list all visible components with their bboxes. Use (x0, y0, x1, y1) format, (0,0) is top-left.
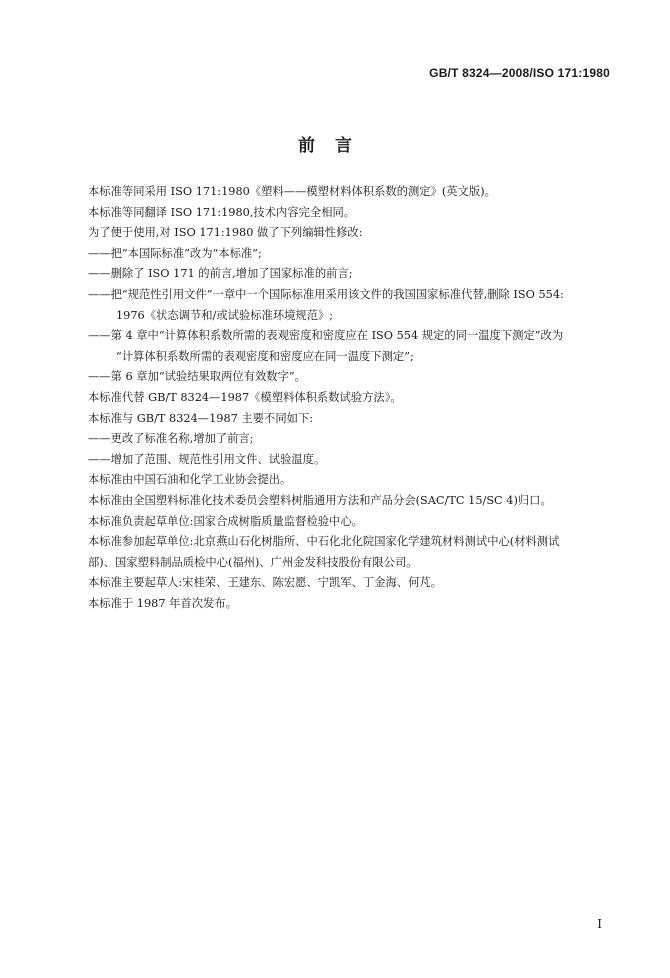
page-number: I (597, 917, 602, 931)
list-item: ——第 6 章加“试验结果取两位有效数字”。 (88, 370, 306, 384)
paragraph: 本标准代替 GB/T 8324—1987《模塑料体积系数试验方法》。 (88, 390, 402, 404)
standard-code-header: GB/T 8324—2008/ISO 171:1980 (429, 66, 610, 80)
list-item: ——把“本国际标准”改为“本标准”; (88, 246, 262, 260)
list-item-continuation: “计算体积系数所需的表观密度和密度应在同一温度下测定”; (116, 349, 414, 363)
list-item: ——增加了范围、规范性引用文件、试验温度。 (88, 452, 326, 466)
paragraph: 本标准于 1987 年首次发布。 (88, 596, 237, 610)
list-item-continuation: 1976《状态调节和/或试验标准环境规范》; (116, 308, 334, 322)
list-item: ——第 4 章中“计算体积系数所需的表观密度和密度应在 ISO 554 规定的同一温度下测定”改为 (88, 329, 564, 343)
paragraph: 本标准负责起草单位:国家合成树脂质量监督检验中心。 (88, 514, 363, 528)
paragraph-continuation: 部)、国家塑料制品质检中心(福州)、广州金发科技股份有限公司。 (88, 555, 418, 569)
paragraph: 本标准由中国石油和化学工业协会提出。 (88, 473, 292, 487)
paragraph: 本标准由全国塑料标准化技术委员会塑料树脂通用方法和产品分会(SAC/TC 15/SC 4)归口。 (88, 493, 552, 507)
paragraph: 本标准等同采用 ISO 171:1980《塑料——模塑材料体积系数的测定》(英文版)。 (88, 185, 496, 198)
foreword-body (88, 182, 614, 614)
paragraph: 本标准主要起草人:宋桂荣、王建东、陈宏愿、宁凯军、丁金海、何芃。 (88, 576, 443, 590)
list-item: ——把“规范性引用文件”一章中一个国际标准用采用该文件的我国国家标准代替,删除 ISO 554: (88, 287, 564, 301)
list-item: ——更改了标准名称,增加了前言; (88, 432, 254, 446)
paragraph: 本标准参加起草单位:北京燕山石化树脂所、中石化北化院国家化学建筑材料测试中心(材料测试 (88, 535, 560, 549)
paragraph: 为了便于使用,对 ISO 171:1980 做了下列编辑性修改: (88, 226, 363, 240)
list-item: ——删除了 ISO 171 的前言,增加了国家标准的前言; (88, 267, 353, 281)
paragraph: 本标准与 GB/T 8324—1987 主要不同如下: (88, 411, 314, 425)
paragraph: 本标准等同翻译 ISO 171:1980,技术内容完全相同。 (88, 205, 356, 219)
page-title: 前言 (298, 136, 372, 156)
